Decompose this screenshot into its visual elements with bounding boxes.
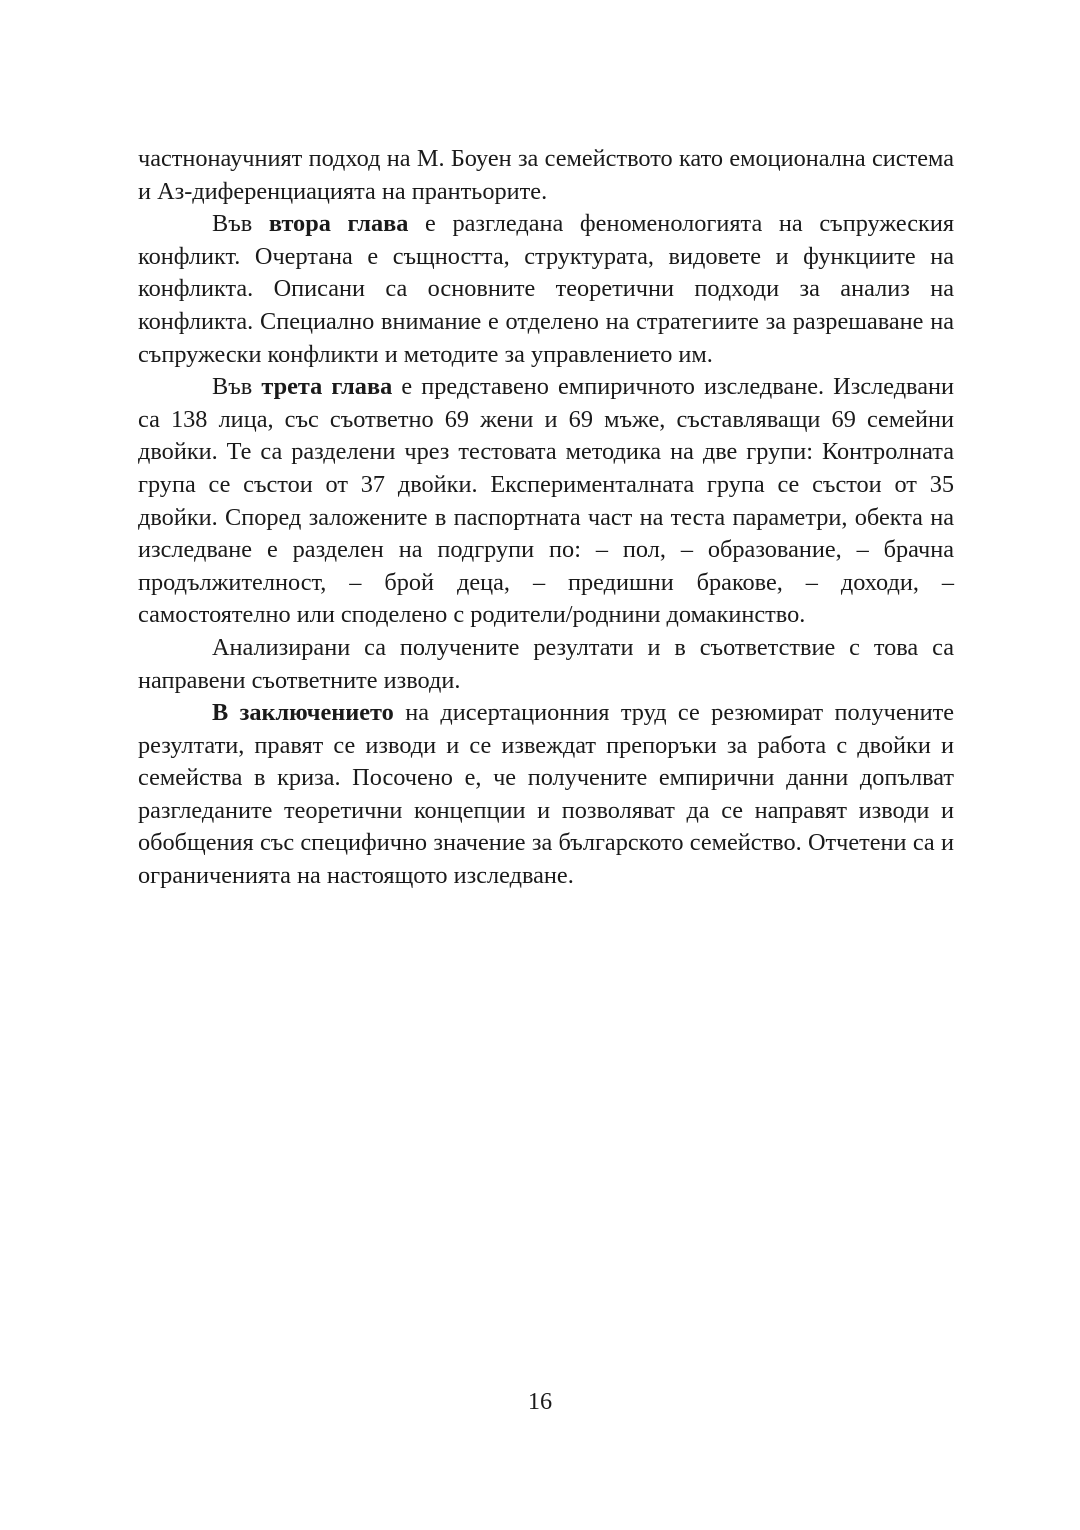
paragraph-conclusion (138, 697, 954, 893)
paragraph-chapter-two (138, 208, 954, 371)
paragraph-lead: Във (212, 210, 253, 238)
paragraph-lead: Във (212, 373, 253, 401)
paragraph-text: частнонаучният подход на М. Боуен за семейството като емоционална система и Аз-диференциацията на прантьорите. (138, 145, 954, 205)
paragraph-text: Анализирани са получените резултати и в съответствие с това са направени съответните изводи. (138, 633, 954, 694)
paragraph-intro-continuation (138, 143, 954, 208)
body-text (138, 143, 954, 893)
chapter-heading-bold: трета глава (261, 373, 393, 401)
conclusion-heading-bold: В заключението (212, 699, 394, 727)
paragraph-text: е разгледана феноменологията на съпружеския конфликт. Очертана е същността, структурата, видовете и функциите на конфликта. Описани са основните теоретични подходи за анализ на конфликта. Специално внимание е отделено на стратегиите за разрешаване на съпружески конфликти и методите за управлението им. (138, 210, 954, 368)
paragraph-text: на дисертационния труд се резюмират получените резултати, правят се изводи и се извеждат препоръки за работа с двойки и семейства в криза. Посочено е, че получените емпирични данни допълват разгледаните теоретични концепции и позволяват да се направят изводи и обобщения със специфично значение за българското семейство. Отчетени са и ограниченията на настоящото изследване. (138, 699, 955, 890)
page-number: 16 (527, 1388, 553, 1415)
chapter-heading-bold: втора глава (268, 210, 409, 238)
paragraph-analysis (138, 632, 954, 697)
paragraph-text: е представено емпиричното изследване. Изследвани са 138 лица, със съответно 69 жени и 69 мъже, съставляващи 69 семейни двойки. Те са разделени чрез тестовата методика на две групи: Контролната група се състои от 37 двойки. Експерименталната група се състои от 35 двойки. Според заложените в паспортната част на теста параметри, обекта на изследване е разделен на подгрупи по: – пол, – образование, – брачна продължителност, – брой деца, – предишни бракове, – доходи, – самостоятелно или споделено с родители/роднини домакинство. (138, 373, 954, 629)
paragraph-chapter-three (138, 371, 954, 632)
